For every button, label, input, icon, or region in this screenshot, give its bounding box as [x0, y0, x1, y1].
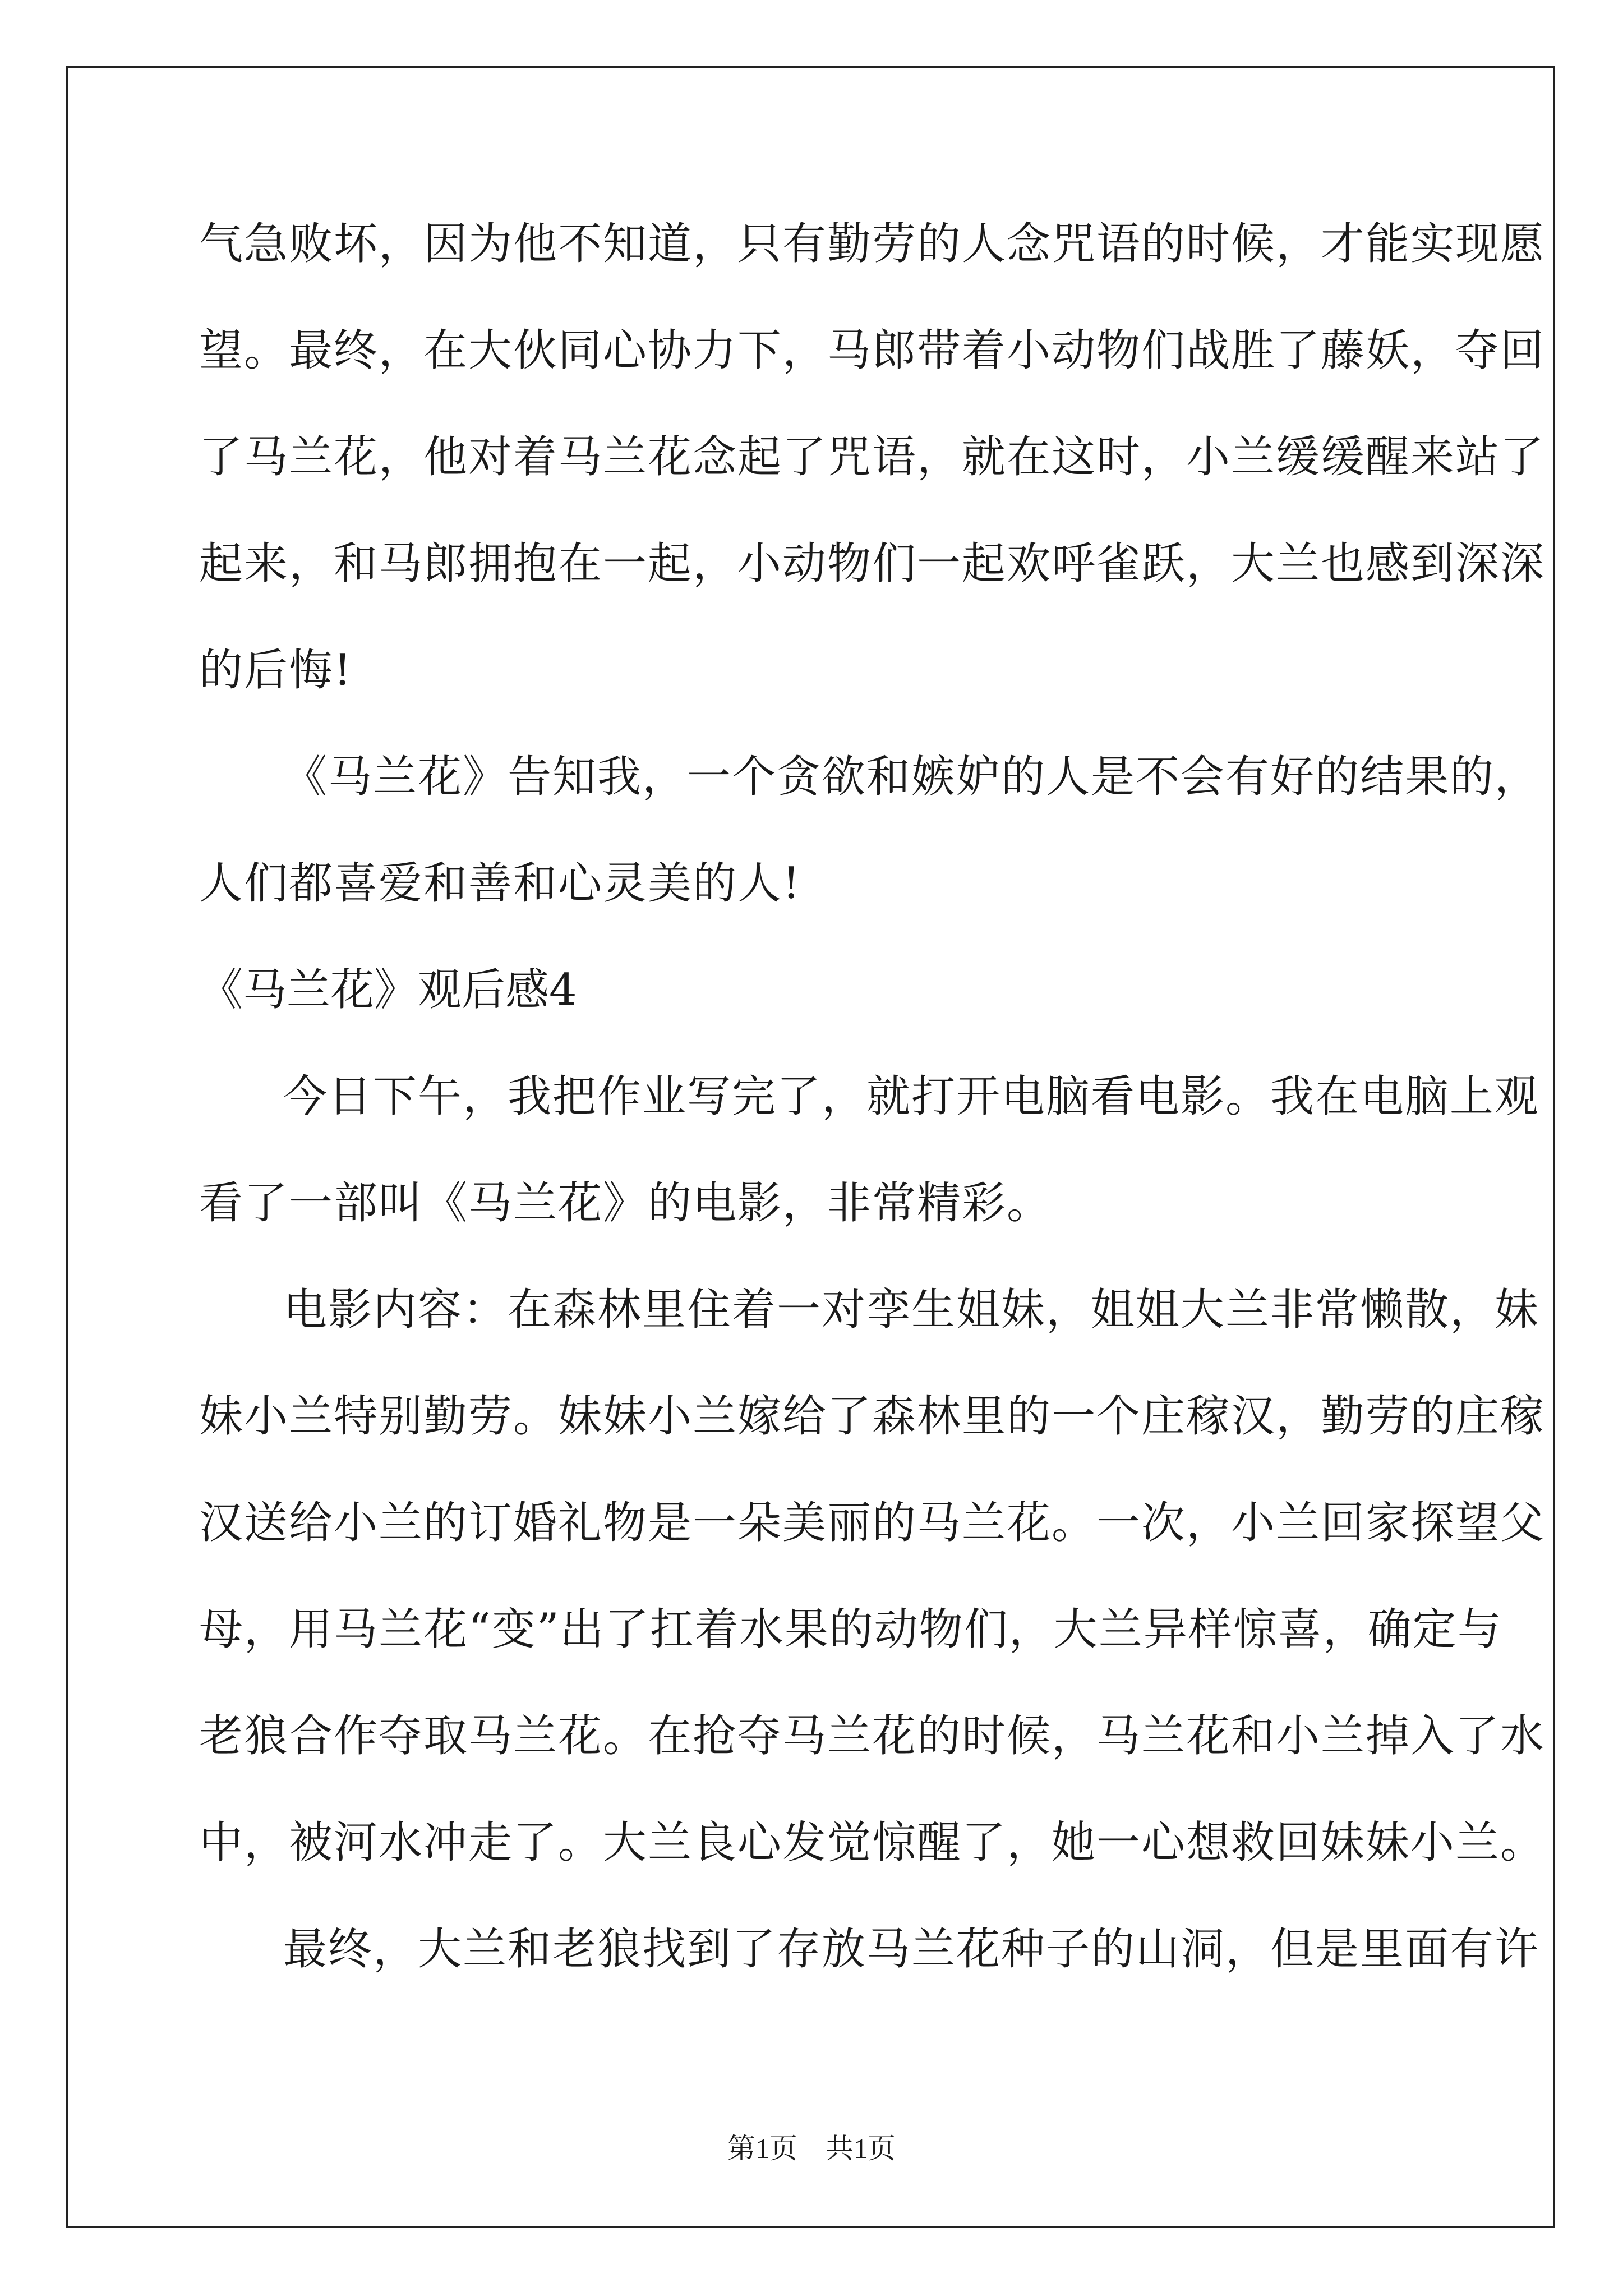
text-line: 了马兰花，他对着马兰花念起了咒语，就在这时，小兰缓缓醒来站了 — [199, 432, 1546, 482]
text-line: 母，用马兰花“变”出了扛着水果的动物们，大兰异样惊喜，确定与 — [199, 1604, 1502, 1655]
page-footer: 第1页 共1页 — [727, 2133, 896, 2164]
paragraph-first-line: 今日下午，我把作业写完了，就打开电脑看电影。我在电脑上观 — [283, 1071, 1540, 1122]
text-line: 汉送给小兰的订婚礼物是一朵美丽的马兰花。一次，小兰回家探望父 — [199, 1498, 1546, 1548]
text-line: 妹小兰特别勤劳。妹妹小兰嫁给了森林里的一个庄稼汉，勤劳的庄稼 — [199, 1391, 1546, 1442]
page-border — [66, 66, 1555, 2228]
paragraph-first-line: 电影内容：在森林里住着一对孪生姐妹，姐姐大兰非常懒散，妹 — [283, 1285, 1540, 1335]
text-line: 人们都喜爱和善和心灵美的人! — [199, 858, 801, 909]
text-line: 气急败坏，因为他不知道，只有勤劳的人念咒语的时候，才能实现愿 — [199, 219, 1546, 269]
text-line: 看了一部叫《马兰花》的电影，非常精彩。 — [199, 1178, 1052, 1228]
text-line: 起来，和马郎拥抱在一起，小动物们一起欢呼雀跃，大兰也感到深深 — [199, 539, 1546, 589]
text-line: 中，被河水冲走了。大兰良心发觉惊醒了，她一心想救回妹妹小兰。 — [199, 1818, 1546, 1868]
paragraph-first-line: 《马兰花》告知我，一个贪欲和嫉妒的人是不会有好的结果的， — [283, 752, 1540, 802]
paragraph-first-line: 最终，大兰和老狼找到了存放马兰花种子的山洞，但是里面有许 — [283, 1924, 1540, 1975]
text-line: 望。最终，在大伙同心协力下，马郎带着小动物们战胜了藤妖，夺回 — [199, 325, 1546, 376]
section-heading: 《马兰花》观后感4 — [199, 965, 577, 1015]
text-line: 老狼合作夺取马兰花。在抢夺马兰花的时候，马兰花和小兰掉入了水 — [199, 1711, 1546, 1761]
text-line: 的后悔! — [199, 645, 353, 696]
